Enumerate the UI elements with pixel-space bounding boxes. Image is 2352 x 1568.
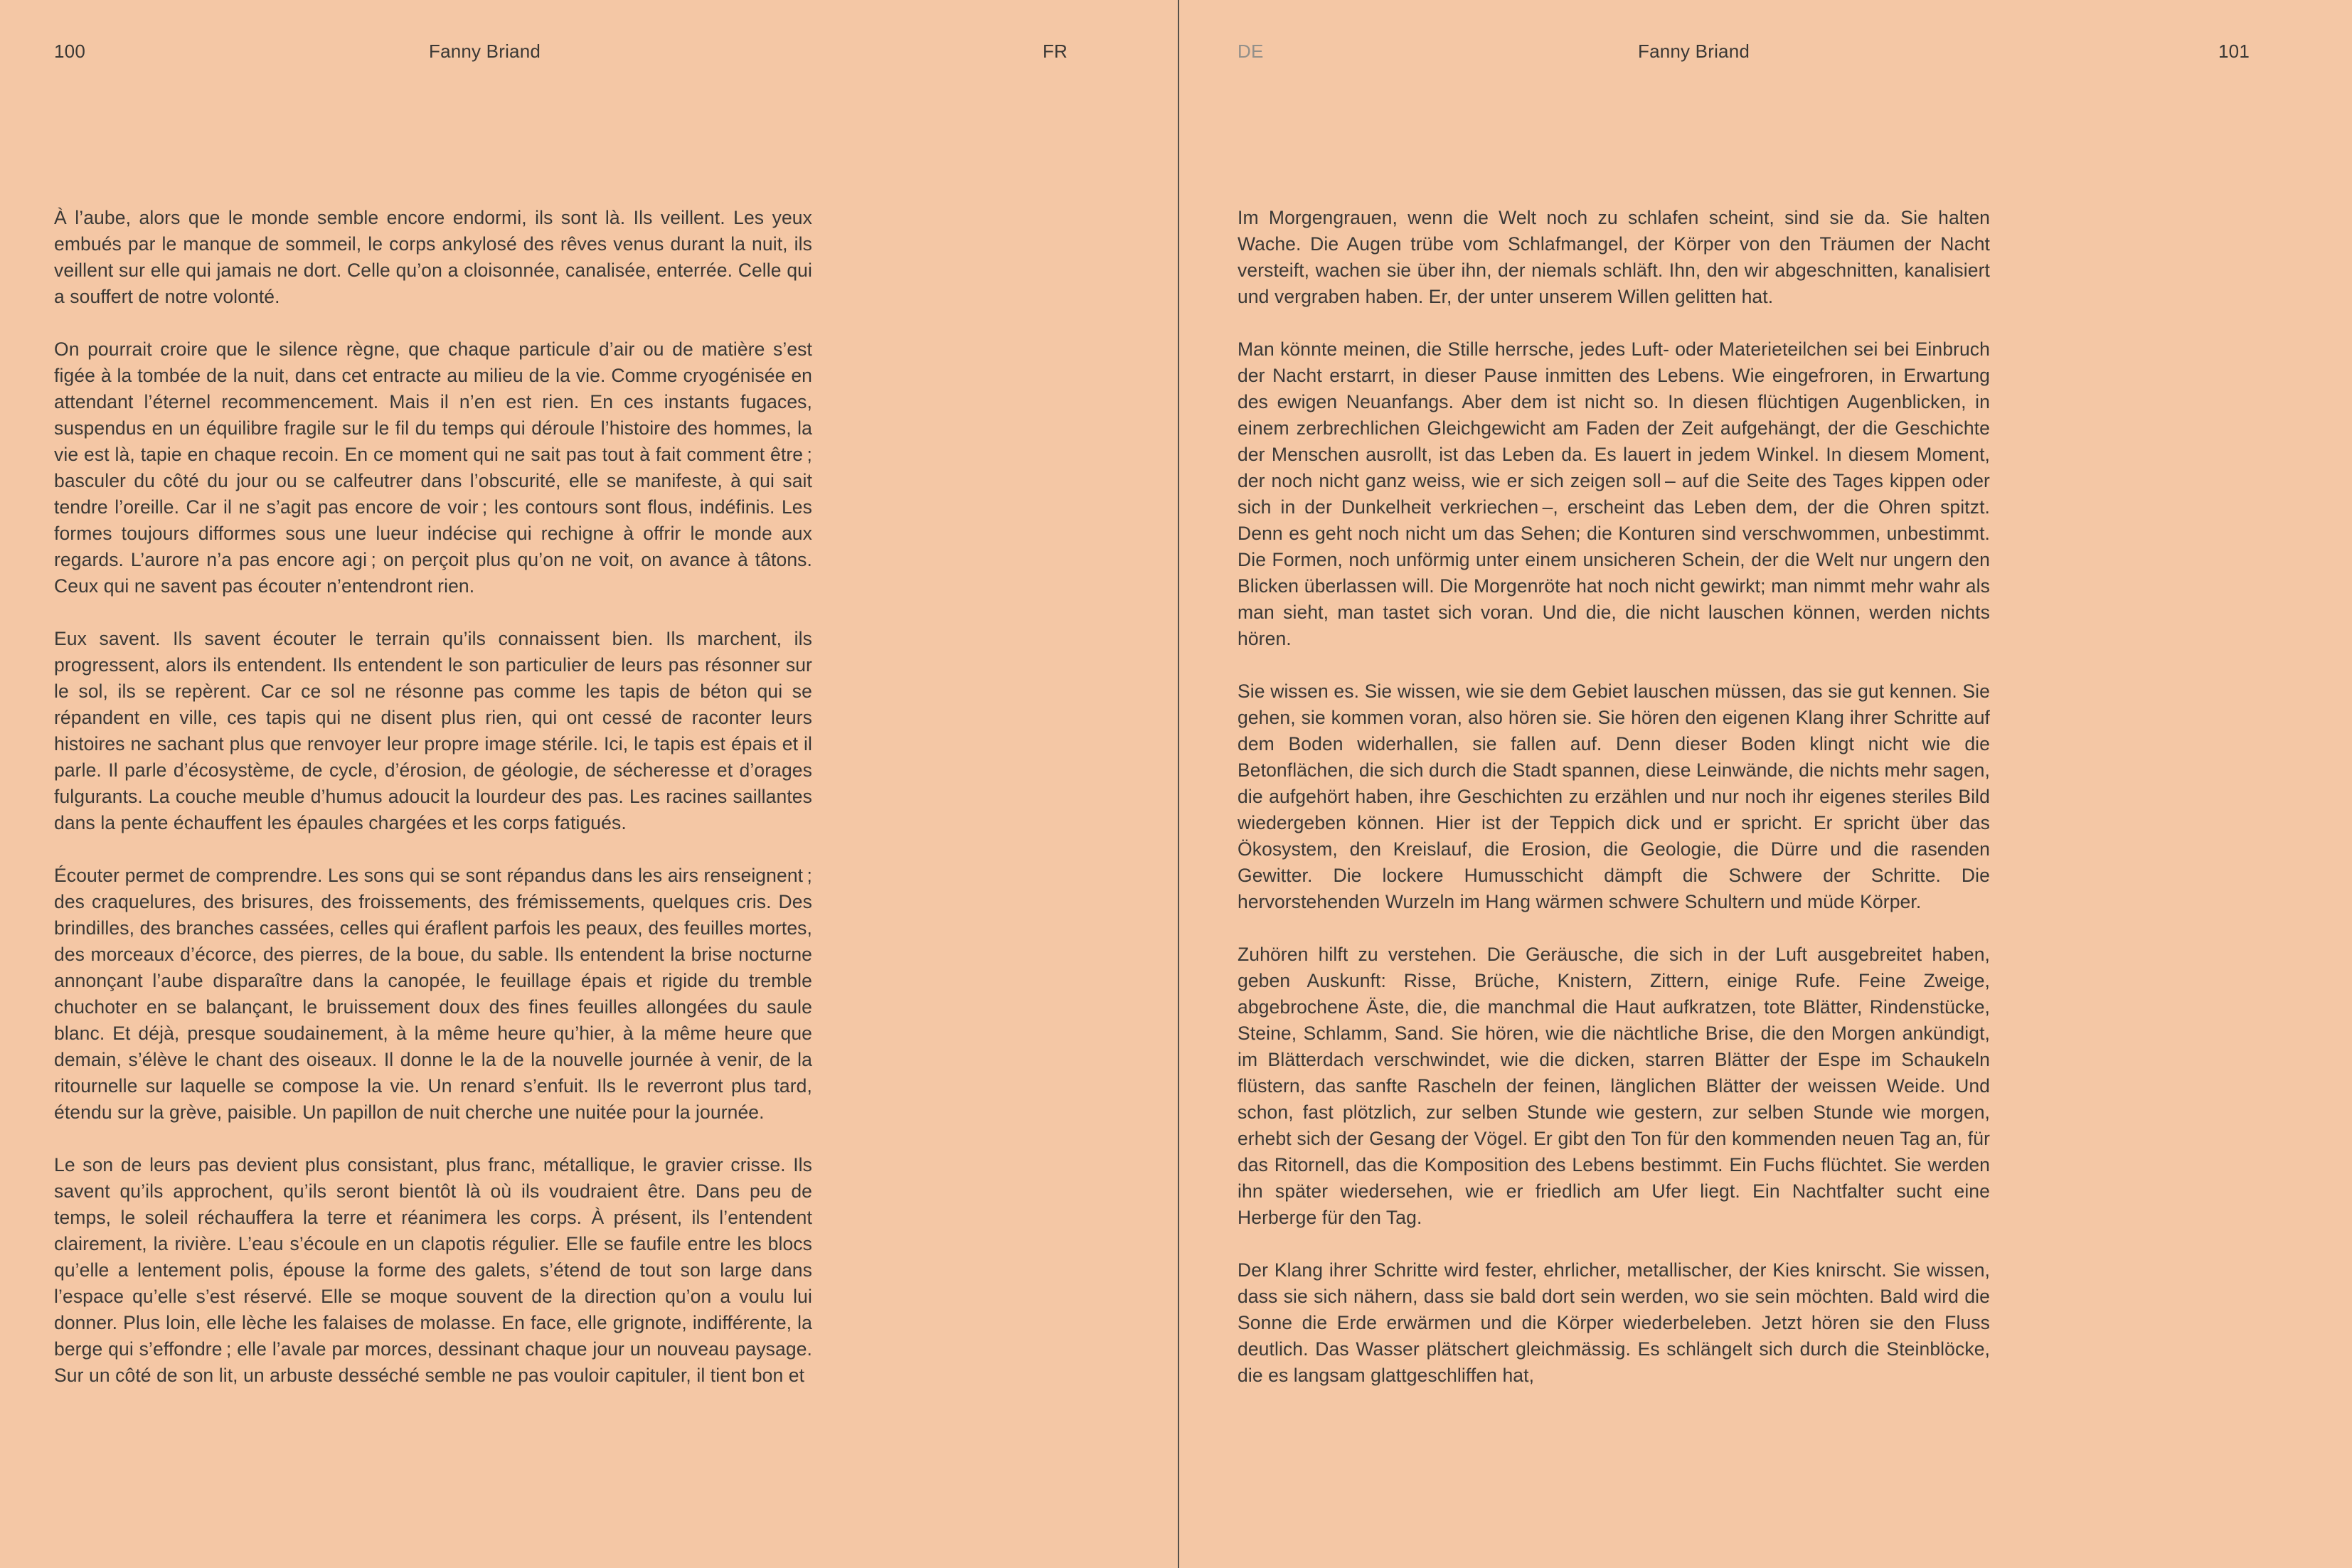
page-header-left <box>0 40 1178 68</box>
language-label-de: DE <box>1238 41 1264 62</box>
paragraph: À l’aube, alors que le monde semble encore endormi, ils sont là. Ils veillent. Les yeux embués par le manque de sommeil, le corps ankylosé des rêves venus durant la nuit, ils veillent sur elle qui jamais ne dort. Celle qu’on a cloisonnée, canalisée, enterrée. Celle qui a souffert de notre volonté. <box>54 207 812 307</box>
page-number-right: 101 <box>2218 41 2250 62</box>
paragraph: Der Klang ihrer Schritte wird fester, ehrlicher, metallischer, der Kies knirscht. Sie wissen, dass sie sich nähern, dass sie bald dort sein werden, wo sie sein möchten. Bald wird die Sonne die Erde erwärmen und die Körper wiederbeleben. Jetzt hören sie den Fluss deutlich. Das Wasser plätschert gleichmässig. Es schlängelt sich durch die Steinblöcke, die es langsam glattgeschliffen hat, <box>1238 1259 1990 1386</box>
page-header-right <box>1179 40 2352 68</box>
paragraph: Sie wissen es. Sie wissen, wie sie dem Gebiet lauschen müssen, das sie gut kennen. Sie gehen, sie kommen voran, also hören sie. Sie hören den eigenen Klang ihrer Schritte auf dem Boden widerhallen, sie fallen auf. Denn dieser Boden klingt nicht wie die Betonflächen, die sich durch die Stadt spannen, diese Leinwände, die nichts mehr sagen, die aufgehört haben, ihre Geschichten zu erzählen und nur noch ihr eigenes steriles Bild wiedergeben können. Hier ist der Teppich dick und er spricht. Er spricht über das Ökosystem, den Kreislauf, die Erosion, die Geologie, die Dürre und die rasenden Gewitter. Die lockere Humusschicht dämpft die Schwere der Schritte. Die hervorstehenden Wurzeln im Hang wärmen schwere Schultern und müde Körper. <box>1238 681 1990 912</box>
body-text-german <box>1238 205 1990 1389</box>
paragraph: Man könnte meinen, die Stille herrsche, jedes Luft- oder Materieteilchen sei bei Einbruch der Nacht erstarrt, in dieser Pause inmitten des Lebens. Wie eingefroren, in Erwartung des ewigen Neuanfangs. Aber dem ist nicht so. In diesen flüchtigen Augenblicken, in einem zerbrechlichen Gleichgewicht am Faden der Zeit aufgehängt, der die Geschichte der Menschen ausrollt, ist das Leben da. Es lauert in jedem Winkel. In diesem Moment, der noch nicht ganz weiss, wie er sich zeigen soll – auf die Seite des Tages kippen oder sich in der Dunkelheit verkriechen –, erscheint das Leben dem, der die Ohren spitzt. Denn es geht noch nicht um das Sehen; die Konturen sind verschwommen, unbestimmt. Die Formen, noch unförmig unter einem unsicheren Schein, der die Welt nur ungern den Blicken überlassen will. Die Morgenröte hat noch nicht gewirkt; man nimmt mehr wahr als man sieht, man tastet sich voran. Und die, die nicht lauschen können, werden nichts hören. <box>1238 338 1990 649</box>
paragraph: Le son de leurs pas devient plus consistant, plus franc, métallique, le gravier crisse. Ils savent qu’ils approchent, qu’ils seront bientôt là où ils voudraient être. Dans peu de temps, le soleil réchauffera la terre et réanimera les corps. À présent, ils l’entendent clairement, la rivière. L’eau s’écoule en un clapotis régulier. Elle se faufile entre les blocs qu’elle a lentement polis, épouse la forme des galets, s’étend de tout son large dans l’espace qu’elle s’est réservé. Elle se moque souvent de la direction qu’on a voulu lui donner. Plus loin, elle lèche les falaises de molasse. En face, elle grignote, indifférente, la berge qui s’effondre ; elle l’avale par morces, dessinant chaque jour un nouveau paysage. Sur un côté de son lit, un arbuste desséché semble ne pas vouloir capituler, il tient bon et <box>54 1154 812 1386</box>
paragraph: Écouter permet de comprendre. Les sons qui se sont répandus dans les airs renseignent ; des craquelures, des brisures, des froissements, des frémissements, quelques cris. Des brindilles, des branches cassées, celles qui éraflent parfois les peaux, des feuilles mortes, des morceaux d’écorce, des pierres, de la boue, du sable. Ils entendent la brise nocturne annonçant l’aube disparaître dans la canopée, le feuillage épais et rigide du tremble chuchoter en se balançant, le bruissement doux des fines feuilles allongées du saule blanc. Et déjà, presque soudainement, à la même heure qu’hier, à la même heure que demain, s’élève le chant des oiseaux. Il donne le la de la nouvelle journée à venir, de la ritournelle sur laquelle se compose la vie. Un renard s’enfuit. Ils le reverront plus tard, étendu sur la grève, paisible. Un papillon de nuit cherche une nuitée pour la journée. <box>54 865 812 1123</box>
paragraph: Eux savent. Ils savent écouter le terrain qu’ils connaissent bien. Ils marchent, ils progressent, alors ils entendent. Ils entendent le son particulier de leurs pas résonner sur le sol, ils se repèrent. Car ce sol ne résonne pas comme les tapis de béton qui se répandent en ville, ces tapis qui ne disent plus rien, qui ont cessé de raconter leurs histoires ne sachant plus que renvoyer leur propre image stérile. Ici, le tapis est épais et il parle. Il parle d’écosystème, de cycle, d’érosion, de géologie, de sécheresse et d’orages fulgurants. La couche meuble d’humus adoucit la lourdeur des pas. Les racines saillantes dans la pente échauffent les épaules chargées et les corps fatigués. <box>54 628 812 833</box>
page-right-german <box>1179 0 2352 1568</box>
paragraph: Im Morgengrauen, wenn die Welt noch zu schlafen scheint, sind sie da. Sie halten Wache. Die Augen trübe vom Schlafmangel, der Körper von den Träumen der Nacht versteift, wachen sie über ihn, der niemals schläft. Ihn, den wir abgeschnitten, kanalisiert und vergraben haben. Er, der unter unserem Willen gelitten hat. <box>1238 207 1990 307</box>
language-label-fr: FR <box>1042 41 1068 62</box>
body-text-french <box>54 205 812 1389</box>
paragraph: On pourrait croire que le silence règne, que chaque particule d’air ou de matière s’est figée à la tombée de la nuit, dans cet entracte au milieu de la vie. Comme cryogénisée en attendant l’éternel recommencement. Mais il n’en est rien. En ces instants fugaces, suspendus en un équilibre fragile sur le fil du temps qui déroule l’histoire des hommes, la vie est là, tapie en chaque recoin. En ce moment qui ne sait pas tout à fait comment être ; basculer du côté du jour ou se calfeutrer dans l’obscurité, elle se manifeste, à qui sait tendre l’oreille. Car il ne s’agit pas encore de voir ; les contours sont flous, indéfinis. Les formes toujours difformes sous une lueur indécise qui rechigne à offrir le monde aux regards. L’aurore n’a pas encore agi ; on perçoit plus qu’on ne voit, on avance à tâtons. Ceux qui ne savent pas écouter n’entendront rien. <box>54 338 812 597</box>
running-head-author-left: Fanny Briand <box>429 41 541 62</box>
page-number-left: 100 <box>54 41 85 62</box>
paragraph: Zuhören hilft zu verstehen. Die Geräusche, die sich in der Luft ausgebreitet haben, geben Auskunft: Risse, Brüche, Knistern, Zittern, einige Rufe. Feine Zweige, abgebrochene Äste, die, die manchmal die Haut aufkratzen, tote Blätter, Rindenstücke, Steine, Schlamm, Sand. Sie hören, wie die nächtliche Brise, die den Morgen ankündigt, im Blätterdach verschwindet, wie die dicken, starren Blätter der Espe im Schaukeln flüstern, das sanfte Rascheln der feinen, länglichen Blätter der weissen Weide. Und schon, fast plötzlich, zur selben Stunde wie gestern, zur selben Stunde wie morgen, erhebt sich der Gesang der Vögel. Er gibt den Ton für den kommenden neuen Tag an, für das Ritornell, das die Komposition des Lebens bestimmt. Ein Fuchs flüchtet. Sie werden ihn später wiedersehen, wie er friedlich am Ufer liegt. Ein Nachtfalter sucht eine Herberge für den Tag. <box>1238 944 1990 1228</box>
running-head-author-right: Fanny Briand <box>1638 41 1750 62</box>
